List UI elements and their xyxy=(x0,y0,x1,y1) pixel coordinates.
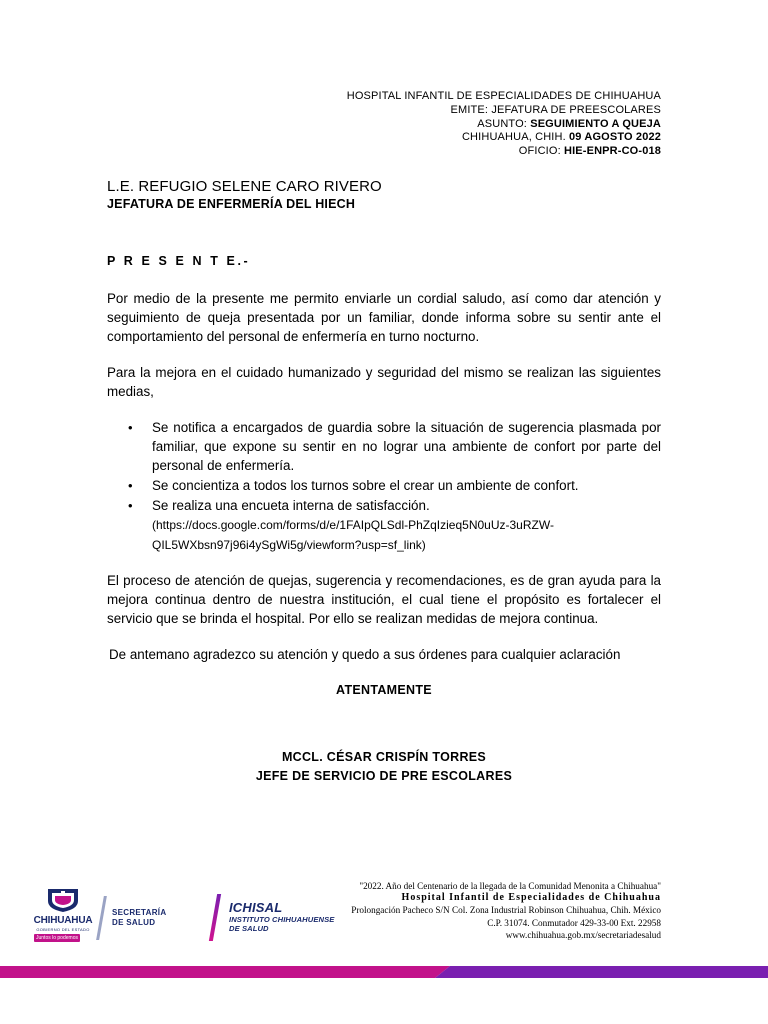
bullet-icon: • xyxy=(128,420,133,435)
list-item xyxy=(107,418,661,475)
footer-hospital: Hospital Infantil de Especialidades de Chihuahua xyxy=(401,892,661,904)
footer-phone: C.P. 31074. Conmutador 429-33-00 Ext. 22958 xyxy=(487,917,661,928)
oficio-value: HIE-ENPR-CO-018 xyxy=(564,145,661,158)
chihuahua-logo xyxy=(30,887,96,943)
chihuahua-wordmark: CHIHUAHUA xyxy=(33,915,93,926)
header-fecha xyxy=(347,131,661,145)
chihuahua-tagline: Juntos lo podemos xyxy=(34,934,80,942)
footer-address: Prolongación Pacheco S/N Col. Zona Industrial Robinson Chihuahua, Chih. México xyxy=(351,905,661,916)
header-emite: EMITE: JEFATURA DE PREESCOLARES xyxy=(450,103,661,116)
list-item-text: Se concientiza a todos los turnos sobre el crear un ambiente de confort. xyxy=(152,478,579,493)
list-item-text: Se realiza una encueta interna de satisfacción. xyxy=(152,498,430,513)
bullet-icon: • xyxy=(128,498,133,513)
secretaria-line2: DE SALUD xyxy=(112,918,156,927)
header-oficio xyxy=(347,145,661,159)
ichisal-wordmark: ICHISAL xyxy=(229,900,283,915)
paragraph-2: Para la mejora en el cuidado humanizado y seguridad del mismo se realizan las siguientes medias, xyxy=(107,365,661,399)
paragraph-1: Por medio de la presente me permito enviarle un cordial saludo, así como dar atención y seguimiento de queja presentada por un familiar, donde informa sobre su sentir ante el comportamiento del personal de enfermería en turno nocturno. xyxy=(107,291,661,344)
chihuahua-subtitle: GOBIERNO DEL ESTADO xyxy=(36,927,90,932)
list-item-text: Se notifica a encargados de guardia sobre la situación de sugerencia plasmada por familiar, que expone su sentir en no lograr una ambiente de confort por parte del personal de enfermería. xyxy=(152,420,661,473)
measures-list xyxy=(107,418,661,556)
salutation: P R E S E N T E.- xyxy=(107,254,251,268)
ichisal-line1: INSTITUTO CHIHUAHUENSE xyxy=(229,915,335,924)
footer-contact xyxy=(351,880,661,941)
oficio-label: OFICIO: xyxy=(518,145,564,158)
bullet-icon: • xyxy=(128,478,133,493)
fecha-value: 09 AGOSTO 2022 xyxy=(569,131,661,144)
list-item xyxy=(107,496,661,555)
header-hospital: HOSPITAL INFANTIL DE ESPECIALIDADES DE CHIHUAHUA xyxy=(346,90,661,102)
asunto-label: ASUNTO: xyxy=(477,117,531,130)
divider-slash xyxy=(96,896,107,940)
state-shield-icon xyxy=(46,887,80,913)
ichisal-logo xyxy=(229,900,334,933)
secretaria-line1: SECRETARÍA xyxy=(112,908,167,917)
asunto-value: SEGUIMIENTO A QUEJA xyxy=(530,117,661,130)
fecha-label: CHIHUAHUA, CHIH. xyxy=(461,131,570,144)
footer-web[interactable]: www.chihuahua.gob.mx/secretariadesalud xyxy=(505,929,661,940)
recipient-role: JEFATURA DE ENFERMERÍA DEL HIECH xyxy=(107,197,356,211)
survey-link[interactable]: (https://docs.google.com/forms/d/e/1FAIpQLSdl-PhZqIzieq5N0uUz-3uRZW-QIL5WXbsn97j96i4ySgWi5g/viewform?usp=sf_link) xyxy=(152,518,554,552)
signer-role: JEFE DE SERVICIO DE PRE ESCOLARES xyxy=(255,769,513,783)
signer-name: MCCL. CÉSAR CRISPÍN TORRES xyxy=(281,750,487,764)
secretaria-logo xyxy=(112,908,166,928)
footer-motto: "2022. Año del Centenario de la llegada de la Comunidad Menonita a Chihuahua" xyxy=(359,881,661,891)
divider-slash-gradient xyxy=(209,894,221,941)
paragraph-4: De antemano agradezco su atención y quedo a sus órdenes para cualquier aclaración xyxy=(109,647,621,662)
list-item xyxy=(107,476,661,495)
recipient-name: L.E. REFUGIO SELENE CARO RIVERO xyxy=(107,178,382,195)
footer-color-bar xyxy=(0,966,768,978)
header-asunto xyxy=(347,118,661,132)
recipient-block xyxy=(107,178,382,212)
paragraph-3: El proceso de atención de quejas, sugerencia y recomendaciones, es de gran ayuda para la mejora continua dentro de nuestra institución, el cual tiene el propósito es fortalecer el servicio que se brinda el hospital. Por ello se realizan medidas de mejora continua. xyxy=(107,573,661,626)
letter-header xyxy=(347,90,661,159)
ichisal-line2: DE SALUD xyxy=(229,924,269,933)
closing-atentamente: ATENTAMENTE xyxy=(336,683,432,697)
